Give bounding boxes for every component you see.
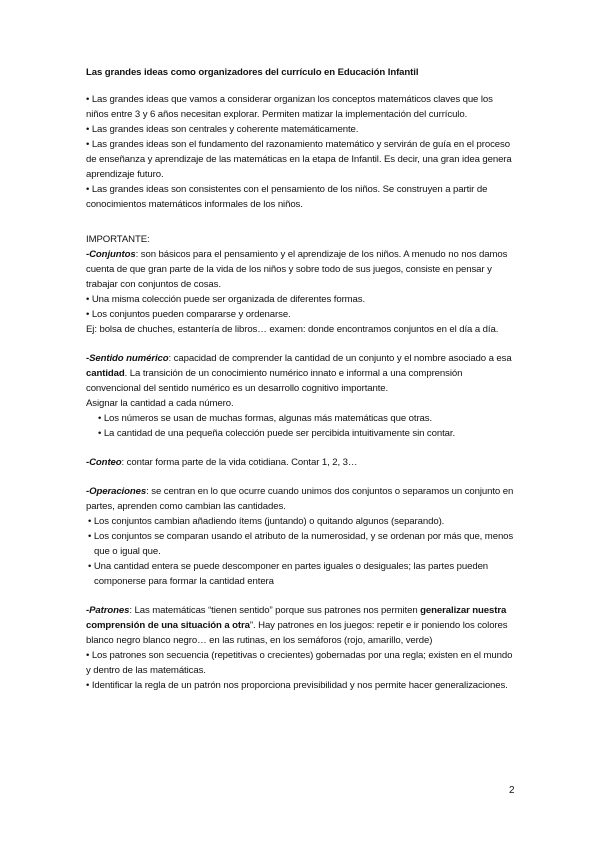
intro-bullet: • Las grandes ideas son el fundamento del razonamiento matemático y servirán de guía en el proceso de enseñanza y aprendizaje de las matemáticas en la etapa de Infantil. Es decir, una gran idea genera aprendizaje futuro. [86, 139, 512, 180]
conjuntos-bullet: • Una misma colección puede ser organizada de diferentes formas. [86, 294, 366, 305]
sentido-text-b: . La transición de un conocimiento numérico innato e informal a una comprensión convencional del sentido numérico es un desarrollo cognitivo importante. [86, 368, 463, 394]
conteo-paragraph [86, 455, 516, 470]
document-title: Las grandes ideas como organizadores del currículo en Educación Infantil [86, 67, 419, 78]
conjuntos-example: Ej: bolsa de chuches, estantería de libros… examen: donde encontramos conjuntos en el día a día. [86, 324, 499, 335]
operaciones-bullet: • Una cantidad entera se puede descomponer en partes iguales o desiguales; las partes pueden componerse para formar la cantidad entera [88, 561, 489, 587]
sentido-line: Asignar la cantidad a cada número. [86, 398, 234, 409]
patrones-bullet: • Identificar la regla de un patrón nos proporciona previsibilidad y nos permite hacer generalizaciones. [86, 680, 508, 691]
sentido-bullet: • La cantidad de una pequeña colección puede ser percibida intuitivamente sin contar. [98, 428, 456, 439]
page-number: 2 [509, 785, 515, 796]
conjuntos-term: -Conjuntos [86, 249, 136, 260]
operaciones-bullet: • Los conjuntos se comparan usando el atributo de la numerosidad, y se ordenan por más que, menos que o igual que. [88, 531, 514, 557]
spacer [86, 470, 516, 484]
operaciones-bullet: • Los conjuntos cambian añadiendo ítems (juntando) o quitando algunos (separando). [88, 516, 445, 527]
operaciones-text: : se centran en lo que ocurre cuando unimos dos conjuntos o separamos un conjunto en partes, aprenden como cambian las cantidades. [86, 486, 514, 512]
patrones-bullet: • Los patrones son secuencia (repetitivas o crecientes) gobernadas por una regla; existen en el mundo y dentro de las matemáticas. [86, 650, 513, 676]
patrones-paragraph [86, 603, 516, 648]
patrones-text-bold: generalizar nuestra comprensión de una situación a otra [86, 605, 507, 631]
intro-bullet: • Las grandes ideas son centrales y coherente matemáticamente. [86, 124, 359, 135]
conteo-text: : contar forma parte de la vida cotidiana. Contar 1, 2, 3… [121, 457, 358, 468]
spacer [86, 441, 516, 455]
patrones-term: -Patrones [86, 605, 130, 616]
conjuntos-bullet: • Los conjuntos pueden compararse y ordenarse. [86, 309, 291, 320]
sentido-text-bold: cantidad [86, 368, 125, 379]
sentido-paragraph [86, 351, 516, 396]
sentido-text-a: : capacidad de comprender la cantidad de un conjunto y el nombre asociado a esa [168, 353, 512, 364]
sentido-term: -Sentido numérico [86, 353, 169, 364]
patrones-text-a: : Las matemáticas “tienen sentido” porque sus patrones nos permiten [129, 605, 421, 616]
sentido-bullet: • Los números se usan de muchas formas, algunas más matemáticas que otras. [98, 413, 433, 424]
spacer [86, 589, 516, 603]
intro-bullet: • Las grandes ideas son consistentes con el pensamiento de los niños. Se construyen a partir de conocimientos matemáticos informales de los niños. [86, 184, 488, 210]
operaciones-term: -Operaciones [86, 486, 147, 497]
page-content [86, 65, 516, 693]
conjuntos-paragraph [86, 247, 516, 292]
intro-bullet: • Las grandes ideas que vamos a considerar organizan los conceptos matemáticos claves que los niños entre 3 y 6 años necesitan explorar. Permiten matizar la implementación del currículo. [86, 94, 493, 120]
spacer [86, 212, 516, 232]
patrones-text-b: ”. Hay patrones en los juegos: repetir e ir poniendo los colores blanco negro blanco negro… en las rutinas, en los semáforos (rojo, amarillo, verde) [86, 620, 508, 646]
spacer [86, 337, 516, 351]
conteo-term: -Conteo [86, 457, 122, 468]
operaciones-paragraph [86, 484, 516, 514]
importante-heading: IMPORTANTE: [86, 234, 150, 245]
conjuntos-text: : son básicos para el pensamiento y el aprendizaje de los niños. A menudo no nos damos cuenta de que gran parte de la vida de los niños y sobre todo de sus juegos, consiste en pensar y trabajar con conjuntos de cosas. [86, 249, 508, 290]
